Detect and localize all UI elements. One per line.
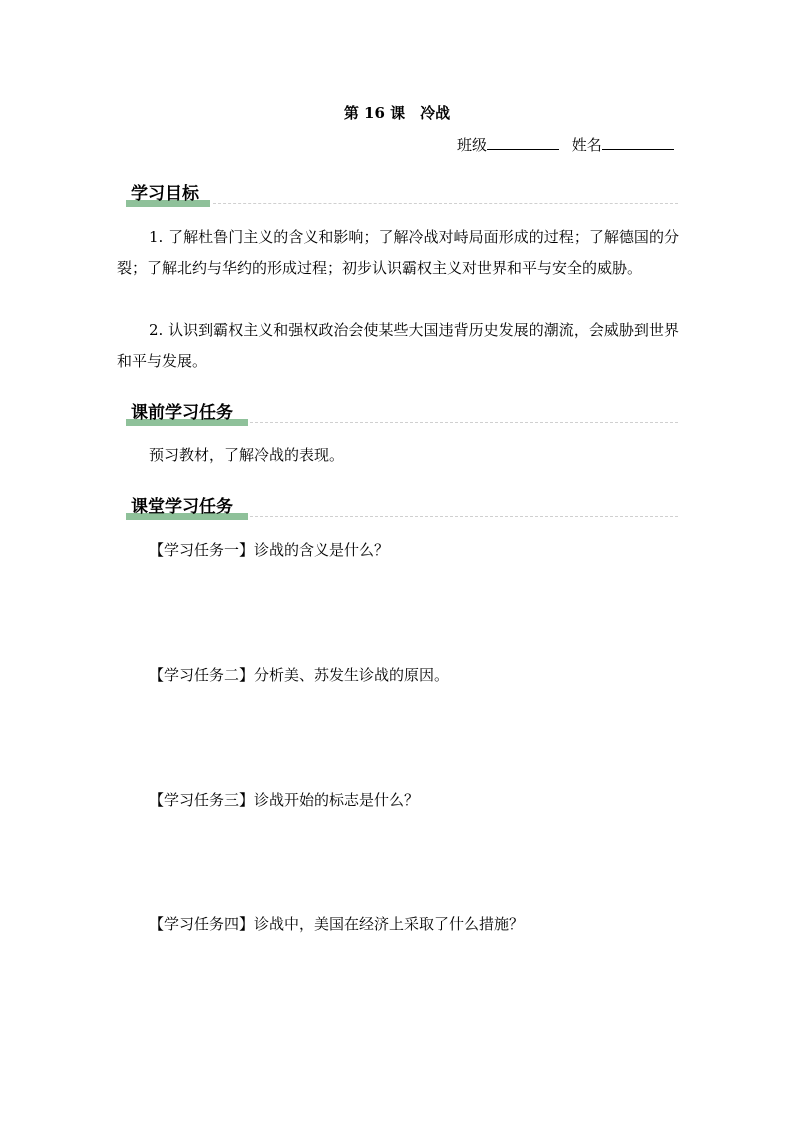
class-name-line bbox=[457, 134, 674, 155]
task-item: 【学习任务四】诊战中，美国在经济上采取了什么措施？ bbox=[149, 915, 525, 933]
name-label: 姓名 bbox=[571, 136, 602, 154]
class-label: 班级 bbox=[457, 136, 488, 154]
goal-item: 2. 认识到霸权主义和强权政治会使某些大国违背历史发展的潮流，会威胁到世界和平与发展。 bbox=[117, 321, 679, 370]
section-divider bbox=[213, 203, 678, 204]
section-heading-preclass bbox=[126, 400, 233, 428]
section-divider bbox=[250, 516, 678, 517]
task-item: 【学习任务三】诊战开始的标志是什么？ bbox=[149, 791, 420, 809]
section-heading-inclass bbox=[126, 494, 233, 522]
task-item: 【学习任务二】分析美、苏发生诊战的原因。 bbox=[149, 666, 450, 684]
section-divider bbox=[250, 422, 678, 423]
goal-item: 1. 了解杜鲁门主义的含义和影响；了解冷战对峙局面形成的过程；了解德国的分裂；了解北约与华约的形成过程；初步认识霸权主义对世界和平与安全的威胁。 bbox=[117, 228, 679, 277]
section-heading-label: 学习目标 bbox=[131, 184, 199, 204]
section-heading-goals bbox=[126, 181, 199, 209]
page-title: 第 16 课 冷战 bbox=[343, 104, 451, 122]
task-item: 【学习任务一】诊战的含义是什么？ bbox=[149, 541, 390, 559]
preclass-task-text: 预习教材，了解冷战的表现。 bbox=[149, 446, 345, 464]
section-heading-label: 课前学习任务 bbox=[131, 403, 233, 423]
section-heading-label: 课堂学习任务 bbox=[131, 497, 233, 517]
class-blank[interactable] bbox=[487, 135, 559, 150]
name-blank[interactable] bbox=[602, 135, 674, 150]
